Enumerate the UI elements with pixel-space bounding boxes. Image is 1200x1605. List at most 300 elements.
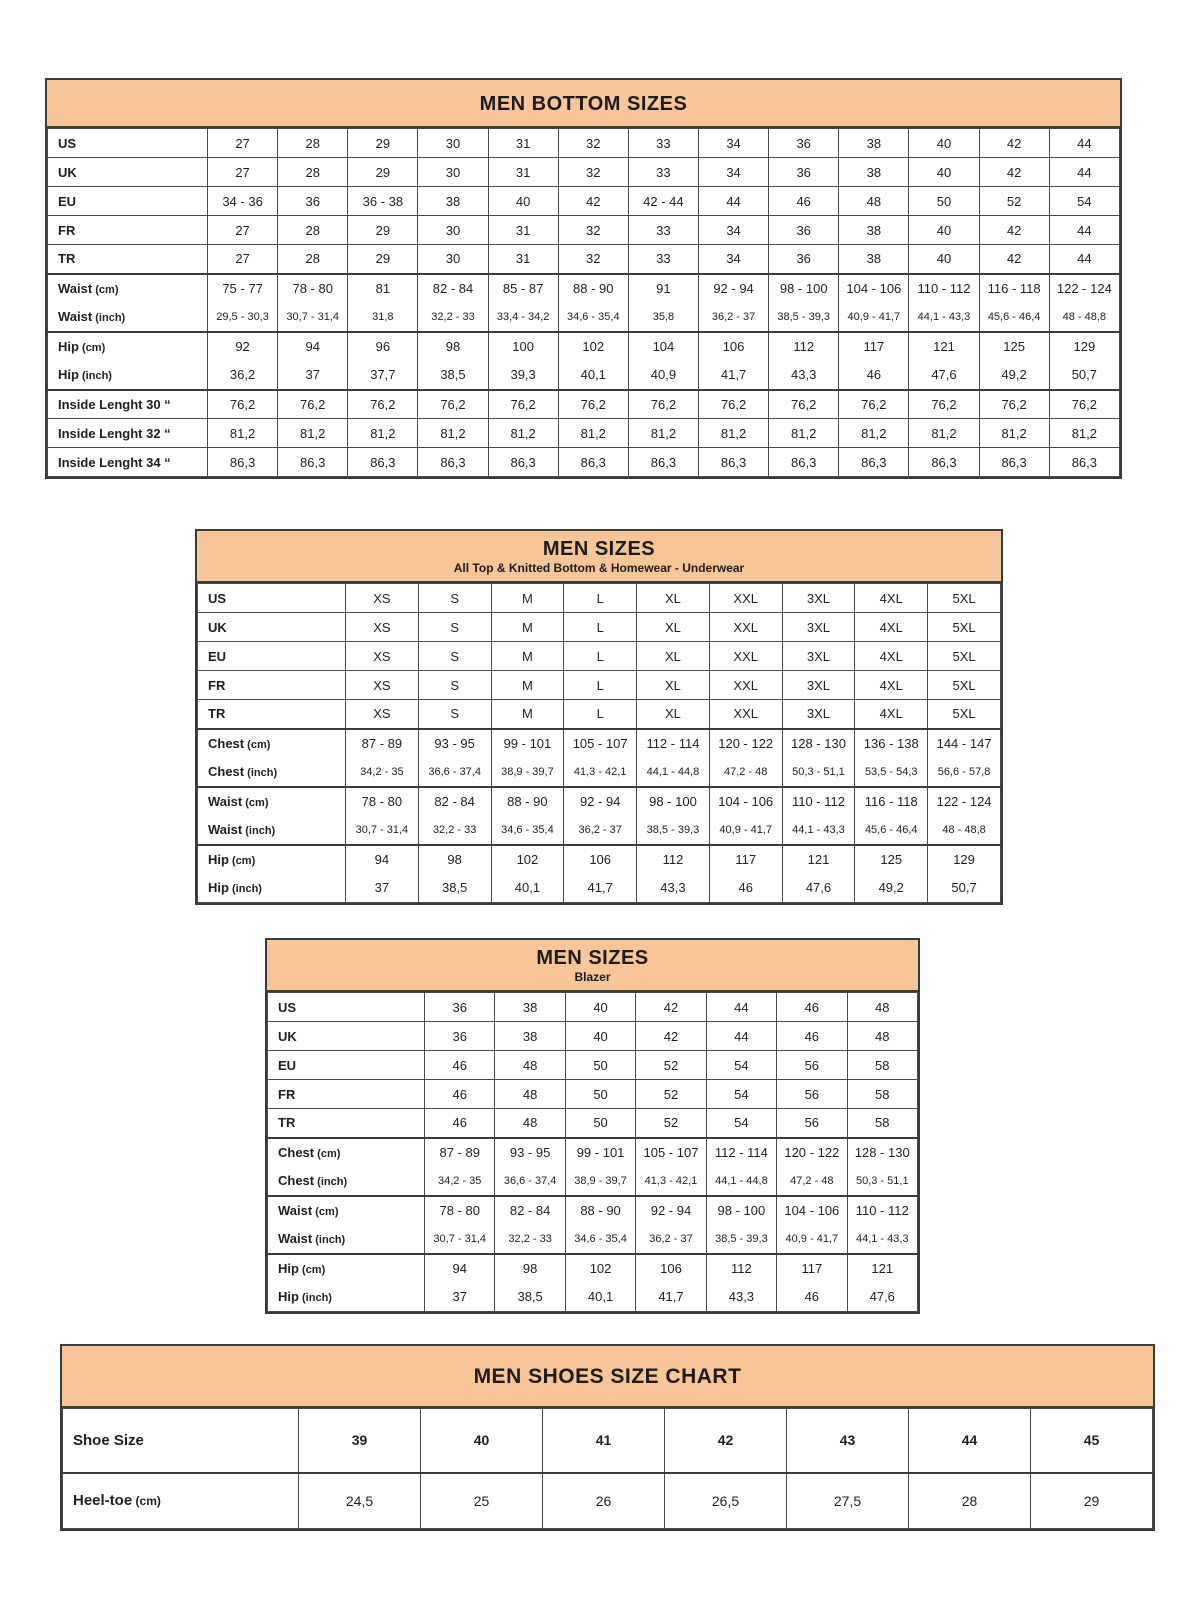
table-cell: 56 — [777, 1051, 847, 1080]
table-cell: 38,9 - 39,7 — [491, 758, 564, 787]
row-label: TR — [268, 1109, 425, 1138]
men-bottom-sizes-header — [47, 80, 1120, 128]
table-cell: 54 — [1049, 187, 1119, 216]
table-cell: 44 — [1049, 158, 1119, 187]
table-cell: 50,3 - 51,1 — [847, 1167, 917, 1196]
table-cell: 30,7 - 31,4 — [346, 816, 419, 845]
table-cell: 76,2 — [488, 390, 558, 419]
row-label: UK — [268, 1022, 425, 1051]
table-cell: 46 — [839, 361, 909, 390]
table-row — [48, 303, 1120, 332]
table-cell: 86,3 — [348, 448, 418, 477]
table-cell: 81,2 — [278, 419, 348, 448]
table-cell: 93 - 95 — [495, 1138, 565, 1167]
table-cell: 34,6 - 35,4 — [565, 1225, 635, 1254]
row-label-unit: (cm) — [242, 797, 269, 809]
table-cell: 54 — [706, 1109, 776, 1138]
table-cell: 58 — [847, 1109, 917, 1138]
table-cell: 86,3 — [488, 448, 558, 477]
table-cell: 136 - 138 — [855, 729, 928, 758]
table-cell: 38,5 - 39,3 — [637, 816, 710, 845]
table-row — [268, 1283, 918, 1312]
table-row — [198, 584, 1001, 613]
table-title: MEN BOTTOM SIZES — [479, 93, 688, 115]
table-cell: 43 — [787, 1409, 909, 1473]
table-cell: 52 — [636, 1109, 706, 1138]
row-label-unit: (inch) — [314, 1176, 348, 1188]
table-cell: 27 — [208, 216, 278, 245]
table-cell: 98 — [418, 332, 488, 361]
row-label: FR — [198, 671, 346, 700]
table-cell: 86,3 — [979, 448, 1049, 477]
table-cell: 5XL — [928, 700, 1001, 729]
table-cell: 31 — [488, 129, 558, 158]
table-cell: 105 - 107 — [564, 729, 637, 758]
table-cell: 49,2 — [855, 874, 928, 903]
table-cell: 4XL — [855, 700, 928, 729]
table-cell: 78 - 80 — [278, 274, 348, 303]
table-cell: 96 — [348, 332, 418, 361]
men-bottom-sizes-table — [45, 78, 1122, 479]
table-cell: 86,3 — [769, 448, 839, 477]
table-cell: 112 — [637, 845, 710, 874]
table-cell: 125 — [979, 332, 1049, 361]
table-cell: 117 — [777, 1254, 847, 1283]
table-cell: 39,3 — [488, 361, 558, 390]
row-label-unit: (cm) — [312, 1206, 339, 1218]
table-cell: 46 — [425, 1109, 495, 1138]
table-cell: 50,7 — [1049, 361, 1119, 390]
table-row — [198, 700, 1001, 729]
table-cell: 104 - 106 — [839, 274, 909, 303]
table-cell: 3XL — [782, 671, 855, 700]
table-cell: 46 — [769, 187, 839, 216]
table-row — [48, 448, 1120, 477]
table-cell: 86,3 — [698, 448, 768, 477]
table-cell: 36 — [425, 1022, 495, 1051]
table-cell: S — [418, 584, 491, 613]
table-cell: 4XL — [855, 613, 928, 642]
row-label: Inside Lenght 34 “ — [48, 448, 208, 477]
table-cell: 98 — [495, 1254, 565, 1283]
table-cell: 94 — [425, 1254, 495, 1283]
table-cell: 36 — [278, 187, 348, 216]
table-row — [48, 419, 1120, 448]
table-cell: 46 — [777, 1283, 847, 1312]
table-cell: 38 — [839, 158, 909, 187]
table-cell: 38 — [418, 187, 488, 216]
table-cell: 56 — [777, 1109, 847, 1138]
table-cell: 5XL — [928, 584, 1001, 613]
table-cell: 94 — [346, 845, 419, 874]
table-cell: 76,2 — [839, 390, 909, 419]
table-cell: 129 — [928, 845, 1001, 874]
table-cell: 36 — [769, 158, 839, 187]
table-cell: 125 — [855, 845, 928, 874]
table-cell: 116 - 118 — [855, 787, 928, 816]
row-label: Waist (cm) — [268, 1196, 425, 1225]
table-cell: M — [491, 642, 564, 671]
table-cell: 86,3 — [558, 448, 628, 477]
table-cell: 39 — [299, 1409, 421, 1473]
men-bottom-sizes-grid — [47, 128, 1120, 477]
table-cell: XXL — [709, 700, 782, 729]
table-cell: 44 — [1049, 129, 1119, 158]
men-sizes-top-table — [195, 529, 1003, 905]
table-cell: XS — [346, 671, 419, 700]
table-row — [268, 1022, 918, 1051]
table-cell: 76,2 — [909, 390, 979, 419]
row-label: EU — [48, 187, 208, 216]
row-label: Hip (inch) — [268, 1283, 425, 1312]
table-cell: 32 — [558, 216, 628, 245]
table-cell: 36 — [769, 245, 839, 274]
table-cell: 45,6 - 46,4 — [979, 303, 1049, 332]
row-label: Chest (inch) — [268, 1167, 425, 1196]
table-cell: 28 — [909, 1473, 1031, 1529]
table-cell: 50 — [565, 1109, 635, 1138]
table-cell: 81,2 — [488, 419, 558, 448]
table-cell: 47,2 - 48 — [709, 758, 782, 787]
table-cell: 54 — [706, 1051, 776, 1080]
table-cell: 88 - 90 — [565, 1196, 635, 1225]
table-cell: 102 — [491, 845, 564, 874]
row-label: Shoe Size — [63, 1409, 299, 1473]
table-cell: 44,1 - 43,3 — [847, 1225, 917, 1254]
table-cell: 48 — [495, 1109, 565, 1138]
table-cell: 37 — [278, 361, 348, 390]
table-title: MEN SHOES SIZE CHART — [473, 1365, 742, 1388]
table-cell: 92 - 94 — [564, 787, 637, 816]
row-label: Chest (cm) — [198, 729, 346, 758]
table-subtitle: Blazer — [574, 970, 611, 984]
table-cell: 41,3 - 42,1 — [564, 758, 637, 787]
men-sizes-blazer-header — [267, 940, 918, 992]
table-cell: 48 — [847, 1022, 917, 1051]
row-label: Waist (cm) — [48, 274, 208, 303]
table-cell: 112 — [769, 332, 839, 361]
table-cell: 43,3 — [637, 874, 710, 903]
table-cell: 104 - 106 — [777, 1196, 847, 1225]
table-cell: 43,3 — [706, 1283, 776, 1312]
table-cell: 44,1 - 44,8 — [706, 1167, 776, 1196]
table-cell: 31,8 — [348, 303, 418, 332]
table-cell: 48 — [839, 187, 909, 216]
table-cell: 37,7 — [348, 361, 418, 390]
table-cell: 29 — [348, 216, 418, 245]
table-cell: 33 — [628, 245, 698, 274]
table-cell: 3XL — [782, 700, 855, 729]
table-cell: XS — [346, 642, 419, 671]
table-cell: 40,1 — [558, 361, 628, 390]
table-cell: 88 - 90 — [491, 787, 564, 816]
table-cell: 76,2 — [208, 390, 278, 419]
table-cell: 81 — [348, 274, 418, 303]
table-cell: 40 — [565, 993, 635, 1022]
table-cell: 27 — [208, 129, 278, 158]
row-label: TR — [48, 245, 208, 274]
table-cell: 42 — [979, 129, 1049, 158]
row-label: Waist (inch) — [48, 303, 208, 332]
table-cell: 40 — [909, 245, 979, 274]
table-row — [268, 1225, 918, 1254]
table-cell: 45,6 - 46,4 — [855, 816, 928, 845]
table-cell: 92 - 94 — [636, 1196, 706, 1225]
table-cell: 117 — [709, 845, 782, 874]
table-cell: 76,2 — [418, 390, 488, 419]
row-label: Hip (cm) — [198, 845, 346, 874]
table-cell: 46 — [425, 1051, 495, 1080]
table-cell: M — [491, 613, 564, 642]
row-label: TR — [198, 700, 346, 729]
table-cell: 48 — [495, 1051, 565, 1080]
row-label-unit: (inch) — [298, 1292, 332, 1305]
table-cell: 31 — [488, 245, 558, 274]
table-cell: 32 — [558, 245, 628, 274]
table-cell: 56,6 - 57,8 — [928, 758, 1001, 787]
table-cell: 30 — [418, 216, 488, 245]
table-cell: 110 - 112 — [782, 787, 855, 816]
row-label-unit: (inch) — [242, 825, 276, 837]
table-cell: 40,9 - 41,7 — [709, 816, 782, 845]
row-label-unit: (inch) — [78, 370, 112, 382]
table-cell: 33 — [628, 129, 698, 158]
table-cell: 34,2 - 35 — [346, 758, 419, 787]
table-cell: 76,2 — [698, 390, 768, 419]
men-sizes-top-header — [197, 531, 1001, 583]
table-cell: 4XL — [855, 584, 928, 613]
table-cell: 98 - 100 — [706, 1196, 776, 1225]
table-cell: 38,5 — [418, 874, 491, 903]
table-cell: 52 — [636, 1080, 706, 1109]
table-cell: 44 — [706, 1022, 776, 1051]
row-label-unit: (inch) — [244, 767, 278, 779]
table-row — [198, 845, 1001, 874]
row-label: UK — [48, 158, 208, 187]
table-cell: 37 — [425, 1283, 495, 1312]
table-cell: 58 — [847, 1080, 917, 1109]
table-cell: 86,3 — [208, 448, 278, 477]
table-row — [198, 816, 1001, 845]
table-cell: 38 — [839, 245, 909, 274]
table-cell: 25 — [421, 1473, 543, 1529]
table-cell: 50 — [909, 187, 979, 216]
table-cell: 34,6 - 35,4 — [558, 303, 628, 332]
table-cell: 81,2 — [558, 419, 628, 448]
table-cell: 106 — [564, 845, 637, 874]
table-cell: 102 — [558, 332, 628, 361]
row-label: EU — [268, 1051, 425, 1080]
table-cell: 110 - 112 — [847, 1196, 917, 1225]
table-cell: 104 - 106 — [709, 787, 782, 816]
table-cell: 40 — [909, 216, 979, 245]
table-row — [198, 613, 1001, 642]
table-cell: 44 — [698, 187, 768, 216]
table-cell: 129 — [1049, 332, 1119, 361]
table-cell: 34 — [698, 158, 768, 187]
table-cell: 40 — [909, 158, 979, 187]
table-row — [268, 1080, 918, 1109]
table-row — [198, 874, 1001, 903]
table-cell: XXL — [709, 584, 782, 613]
table-cell: 52 — [979, 187, 1049, 216]
men-shoes-header — [62, 1346, 1153, 1408]
table-cell: 78 - 80 — [346, 787, 419, 816]
table-row — [48, 216, 1120, 245]
table-cell: 82 - 84 — [418, 787, 491, 816]
table-cell: 106 — [698, 332, 768, 361]
table-cell: 47,6 — [909, 361, 979, 390]
table-cell: 106 — [636, 1254, 706, 1283]
table-cell: 76,2 — [348, 390, 418, 419]
table-row — [268, 1196, 918, 1225]
table-cell: 42 — [636, 993, 706, 1022]
table-row — [268, 993, 918, 1022]
table-cell: 47,2 - 48 — [777, 1167, 847, 1196]
table-cell: XL — [637, 584, 710, 613]
table-cell: 81,2 — [909, 419, 979, 448]
table-cell: 38 — [495, 1022, 565, 1051]
table-cell: M — [491, 671, 564, 700]
table-cell: 34,2 - 35 — [425, 1167, 495, 1196]
table-cell: 86,3 — [278, 448, 348, 477]
table-cell: 58 — [847, 1051, 917, 1080]
table-cell: 28 — [278, 245, 348, 274]
table-cell: 36,2 - 37 — [564, 816, 637, 845]
table-cell: 120 - 122 — [709, 729, 782, 758]
table-cell: 40 — [488, 187, 558, 216]
row-label: Hip (inch) — [48, 361, 208, 390]
table-cell: 35,8 — [628, 303, 698, 332]
table-cell: 24,5 — [299, 1473, 421, 1529]
table-cell: 54 — [706, 1080, 776, 1109]
table-row — [268, 1051, 918, 1080]
table-cell: 99 - 101 — [491, 729, 564, 758]
table-cell: 76,2 — [979, 390, 1049, 419]
table-cell: 94 — [278, 332, 348, 361]
table-cell: 56 — [777, 1080, 847, 1109]
table-cell: 36,2 - 37 — [636, 1225, 706, 1254]
table-cell: 33 — [628, 216, 698, 245]
table-cell: 44,1 - 44,8 — [637, 758, 710, 787]
table-cell: 27,5 — [787, 1473, 909, 1529]
table-cell: 87 - 89 — [425, 1138, 495, 1167]
men-shoes-size-chart-table — [60, 1344, 1155, 1531]
row-label: Hip (inch) — [198, 874, 346, 903]
table-cell: 48 — [847, 993, 917, 1022]
table-cell: 93 - 95 — [418, 729, 491, 758]
table-cell: 42 — [665, 1409, 787, 1473]
row-label-unit: (cm) — [228, 855, 256, 867]
table-cell: 116 - 118 — [979, 274, 1049, 303]
table-cell: 40,9 - 41,7 — [839, 303, 909, 332]
table-cell: 112 - 114 — [706, 1138, 776, 1167]
table-cell: XS — [346, 700, 419, 729]
table-cell: XL — [637, 671, 710, 700]
table-cell: 34 - 36 — [208, 187, 278, 216]
table-cell: S — [418, 613, 491, 642]
row-label-unit: (inch) — [228, 883, 262, 896]
men-sizes-blazer-table — [265, 938, 920, 1314]
table-cell: 36 - 38 — [348, 187, 418, 216]
table-cell: 50 — [565, 1080, 635, 1109]
row-label: FR — [48, 216, 208, 245]
table-cell: 48 — [495, 1080, 565, 1109]
table-cell: 38,5 — [418, 361, 488, 390]
table-cell: 36,2 — [208, 361, 278, 390]
table-cell: 29 — [348, 158, 418, 187]
table-cell: 41,7 — [698, 361, 768, 390]
table-cell: 36 — [769, 129, 839, 158]
table-cell: 52 — [636, 1051, 706, 1080]
table-row — [48, 332, 1120, 361]
table-cell: 88 - 90 — [558, 274, 628, 303]
table-cell: XS — [346, 613, 419, 642]
table-cell: 53,5 - 54,3 — [855, 758, 928, 787]
table-cell: 50,7 — [928, 874, 1001, 903]
table-cell: XL — [637, 700, 710, 729]
table-cell: 75 - 77 — [208, 274, 278, 303]
table-cell: 38,9 - 39,7 — [565, 1167, 635, 1196]
table-cell: 98 - 100 — [637, 787, 710, 816]
table-cell: 32 — [558, 129, 628, 158]
table-cell: 44 — [909, 1409, 1031, 1473]
table-cell: 91 — [628, 274, 698, 303]
table-cell: 42 — [636, 1022, 706, 1051]
table-row — [198, 729, 1001, 758]
table-cell: 38 — [839, 129, 909, 158]
table-cell: 29,5 - 30,3 — [208, 303, 278, 332]
table-cell: 48 - 48,8 — [928, 816, 1001, 845]
table-cell: 121 — [782, 845, 855, 874]
table-cell: S — [418, 700, 491, 729]
table-cell: 38,5 — [495, 1283, 565, 1312]
table-cell: 44,1 - 43,3 — [782, 816, 855, 845]
table-cell: S — [418, 642, 491, 671]
table-cell: 36,6 - 37,4 — [495, 1167, 565, 1196]
table-cell: 40,9 — [628, 361, 698, 390]
table-row — [268, 1254, 918, 1283]
table-cell: 81,2 — [418, 419, 488, 448]
table-cell: L — [564, 584, 637, 613]
row-label: Waist (inch) — [198, 816, 346, 845]
table-cell: 81,2 — [769, 419, 839, 448]
row-label-unit: (cm) — [298, 1264, 326, 1276]
table-cell: XXL — [709, 671, 782, 700]
table-row — [48, 129, 1120, 158]
table-cell: S — [418, 671, 491, 700]
table-cell: 36,2 - 37 — [698, 303, 768, 332]
table-cell: 81,2 — [839, 419, 909, 448]
table-cell: 76,2 — [558, 390, 628, 419]
table-cell: 49,2 — [979, 361, 1049, 390]
men-sizes-blazer-grid — [267, 992, 918, 1312]
table-cell: 112 - 114 — [637, 729, 710, 758]
table-cell: 42 — [979, 158, 1049, 187]
table-cell: 34 — [698, 245, 768, 274]
table-cell: 40,1 — [565, 1283, 635, 1312]
table-cell: 47,6 — [782, 874, 855, 903]
table-row — [198, 787, 1001, 816]
table-row — [48, 245, 1120, 274]
table-cell: 121 — [847, 1254, 917, 1283]
table-cell: 41,7 — [564, 874, 637, 903]
table-cell: 4XL — [855, 642, 928, 671]
table-cell: 120 - 122 — [777, 1138, 847, 1167]
table-row — [268, 1167, 918, 1196]
table-title: MEN SIZES — [542, 538, 656, 560]
row-label-unit: (cm) — [244, 739, 271, 751]
